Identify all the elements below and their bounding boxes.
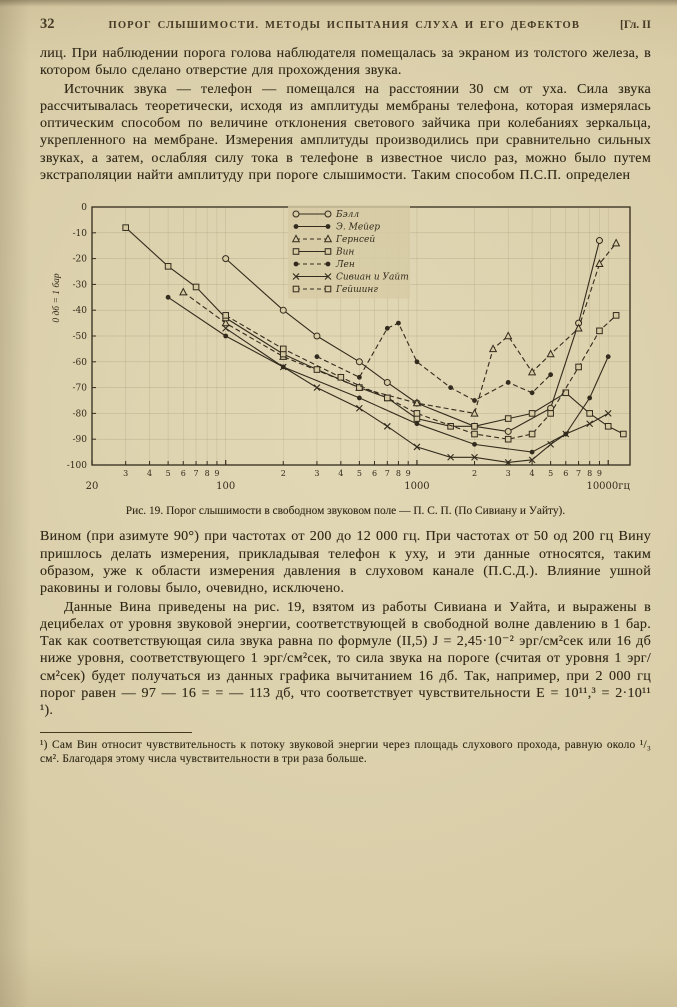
svg-text:3: 3 <box>505 469 511 479</box>
y-axis-label: 0 дб = 1 бар <box>51 273 62 324</box>
svg-text:8: 8 <box>586 469 592 479</box>
svg-text:9: 9 <box>405 469 411 479</box>
svg-text:9: 9 <box>213 469 219 479</box>
svg-text:5: 5 <box>547 469 553 479</box>
svg-text:-50: -50 <box>72 332 87 343</box>
svg-text:Сивиан и Уайт: Сивиан и Уайт <box>335 272 409 283</box>
page-number: 32 <box>40 16 55 32</box>
svg-text:4: 4 <box>146 469 152 479</box>
svg-text:6: 6 <box>562 469 568 479</box>
svg-text:2: 2 <box>471 469 477 479</box>
svg-text:6: 6 <box>180 469 186 479</box>
svg-text:9: 9 <box>596 469 602 479</box>
svg-text:4: 4 <box>337 469 343 479</box>
chart-area <box>46 197 646 497</box>
svg-text:-60: -60 <box>72 358 87 369</box>
paragraph-sound-source: Источник звука — телефон — помещался на расстоянии 30 см от уха. Сила звука рассчитывалась теоретически, исходя из амплитуды мембраны телефона, которая измерялась оптическим способом по величине отклонения светового зайчика при колебаниях зеркальца, укрепленного на мембране. Измерения амплитуды производились при сравнительно сильных звуках, а затем, ослабляя силу тока в телефоне в известное число раз, можно было путем экстраполяции найти амплитуду при пороге слышимости. Таким способом П.С.П. определен <box>40 80 651 184</box>
svg-text:0: 0 <box>80 203 87 214</box>
svg-text:-40: -40 <box>72 306 87 317</box>
chapter-marker: [Гл. II <box>619 19 651 31</box>
svg-text:8: 8 <box>395 469 401 479</box>
svg-text:20: 20 <box>85 481 98 493</box>
svg-text:7: 7 <box>384 469 390 479</box>
svg-text:7: 7 <box>193 469 199 479</box>
figure-19 <box>40 197 651 518</box>
paragraph-wien-data: Данные Вина приведены на рис. 19, взятом из работы Сивиана и Уайта, и выражены в децибелах от уровня звуковой энергии, соответствующей в свободной волне давлению в 1 бар. Так как соответствующая сила звука равна по формуле (II,5) J = 2,45·10⁻² эрг/см²сек или 16 дб ниже уровня, соответствующего 1 эрг/см²сек, то сила звука на пороге (считая от уровня 1 эрг/см²сек) будет получаться из данных графика вычитанием 16 дб. Так, например, при 2 000 гц порог равен — 97 — 16 = = — 113 дб, что соответствует чувствительности E = 10¹¹,³ = 2·10¹¹ ¹). <box>40 598 651 719</box>
svg-text:-70: -70 <box>72 383 87 394</box>
svg-text:3: 3 <box>122 469 128 479</box>
svg-text:Гейшинг: Гейшинг <box>335 285 378 296</box>
svg-text:3: 3 <box>313 469 319 479</box>
svg-text:7: 7 <box>575 469 581 479</box>
svg-text:6: 6 <box>371 469 377 479</box>
svg-text:Э. Мейер: Э. Мейер <box>335 222 380 233</box>
running-title: ПОРОГ СЛЫШИМОСТИ. МЕТОДЫ ИСПЫТАНИЯ СЛУХА И ЕГО ДЕФЕКТОВ <box>108 20 580 31</box>
svg-text:-80: -80 <box>72 409 87 420</box>
svg-text:100: 100 <box>215 481 235 493</box>
svg-text:5: 5 <box>356 469 362 479</box>
figure-caption: Рис. 19. Порог слышимости в свободном звуковом поле — П. С. П. (По Сивиану и Уайту). <box>125 505 566 518</box>
svg-text:-20: -20 <box>72 254 87 265</box>
svg-text:5: 5 <box>165 469 171 479</box>
paragraph-wien: Вином (при азимуте 90°) при частотах от 200 до 12 000 гц. При частотах от 50 од 200 гц Вину пришлось делать измерения, прикладывая телефон к уху, и эти данные относятся, таким образом, уже к области измерения давления в слуховом канале (П.С.Д.). Влияние ушной раковины и головы было, очевидно, исключено. <box>40 528 651 597</box>
svg-text:-10: -10 <box>72 229 87 240</box>
svg-text:Гернсей: Гернсей <box>335 235 375 246</box>
page-header <box>0 0 677 33</box>
paragraph-continuation: лиц. При наблюдении порога голова наблюдателя помещалась за экраном из толстого железа, в котором было сделано отверстие для прохождения звука. <box>40 45 651 79</box>
svg-text:10000гц: 10000гц <box>585 481 630 493</box>
footnote-rule <box>40 732 192 733</box>
svg-text:1000: 1000 <box>403 481 430 493</box>
svg-text:8: 8 <box>204 469 210 479</box>
svg-text:Вин: Вин <box>335 247 354 258</box>
threshold-chart <box>46 197 646 497</box>
svg-text:-30: -30 <box>72 280 87 291</box>
svg-text:2: 2 <box>280 469 286 479</box>
svg-text:Бэлл: Бэлл <box>335 210 359 221</box>
svg-text:-100: -100 <box>66 461 87 472</box>
footnote: ¹) Сам Вин относит чувствительность к потоку звуковой энергии через площадь слухового прохода, равную около ¹/₃ см². Благодаря этому числа чувствительности в три раза больше. <box>40 738 651 765</box>
svg-text:Лен: Лен <box>335 260 355 271</box>
svg-text:4: 4 <box>529 469 535 479</box>
svg-text:-90: -90 <box>72 435 87 446</box>
text-column <box>0 33 677 766</box>
